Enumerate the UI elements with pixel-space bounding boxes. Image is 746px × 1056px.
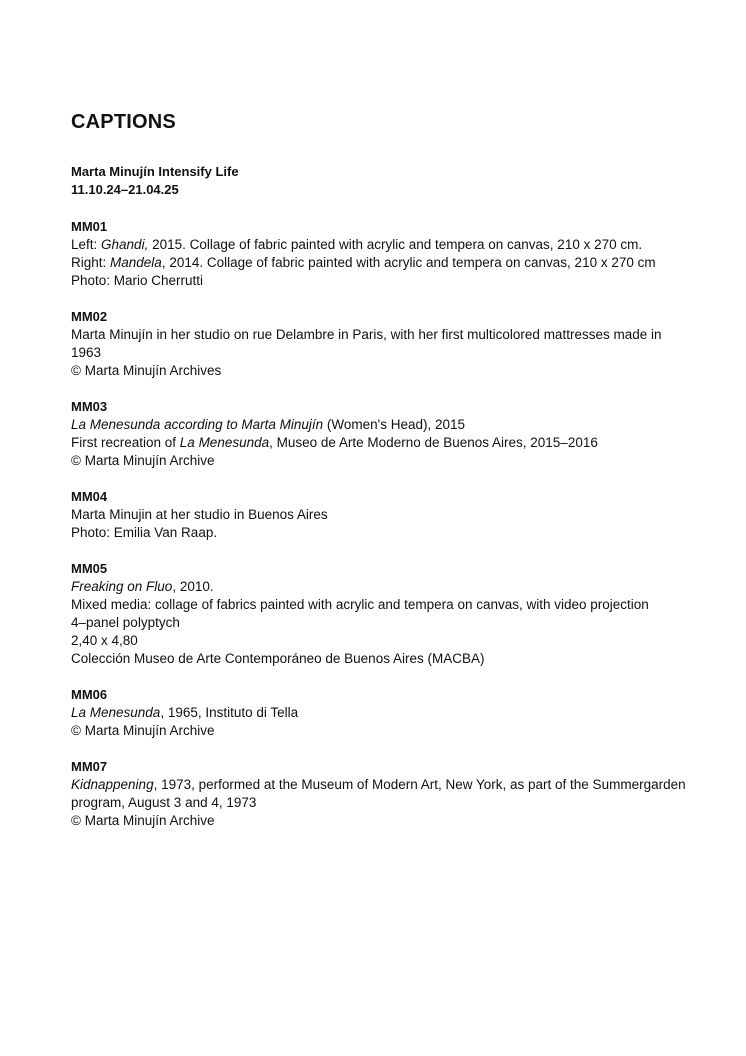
caption-text: Mixed media: collage of fabrics painted with acrylic and tempera on canvas, with video projection (71, 597, 649, 612)
copyright-credit: © Marta Minujín Archive (71, 813, 215, 828)
caption-line (71, 236, 691, 254)
caption-entry-mm05 (71, 560, 691, 668)
caption-text: , 2010. (172, 579, 214, 594)
caption-entry-mm02 (71, 308, 691, 380)
caption-code: MM03 (71, 399, 108, 414)
caption-text: , Museo de Arte Moderno de Buenos Aires, 2015–2016 (269, 435, 598, 450)
caption-line (71, 416, 691, 434)
caption-text: First recreation of (71, 435, 180, 450)
photo-credit: Photo: Mario Cherrutti (71, 273, 204, 288)
caption-code: MM06 (71, 687, 108, 702)
caption-text: , 1973, performed at the Museum of Modern Art, New York, as part of the Summergarden program, August 3 and 4, 1973 (71, 777, 686, 810)
caption-code: MM05 (71, 561, 108, 576)
collection-credit: Colección Museo de Arte Contemporáneo de Buenos Aires (MACBA) (71, 651, 485, 666)
caption-text: Marta Minujin at her studio in Buenos Aires (71, 507, 328, 522)
copyright-credit: © Marta Minujín Archive (71, 723, 215, 738)
caption-text: (Women's Head), 2015 (323, 417, 466, 432)
caption-line (71, 776, 691, 812)
copyright-credit: © Marta Minujín Archive (71, 453, 215, 468)
exhibition-name: Marta Minujín Intensify Life (71, 164, 239, 179)
caption-code: MM04 (71, 489, 108, 504)
caption-text: Marta Minujín in her studio on rue Delambre in Paris, with her first multicolored mattresses made in 1963 (71, 327, 662, 360)
copyright-credit: © Marta Minujín Archives (71, 363, 222, 378)
artwork-title: Kidnappening (71, 777, 154, 792)
captions-document (71, 110, 691, 848)
caption-code: MM02 (71, 309, 108, 324)
caption-code: MM01 (71, 219, 108, 234)
caption-text: , 2014. Collage of fabric painted with acrylic and tempera on canvas, 210 x 270 cm (161, 255, 656, 270)
caption-line (71, 434, 691, 452)
artwork-title: Freaking on Fluo (71, 579, 173, 594)
caption-line (71, 254, 691, 272)
caption-entry-mm06 (71, 686, 691, 740)
caption-text: 2015. Collage of fabric painted with acrylic and tempera on canvas, 210 x 270 cm. (148, 237, 643, 252)
caption-entry-mm01 (71, 218, 691, 290)
caption-entry-mm03 (71, 398, 691, 470)
page-title: CAPTIONS (71, 111, 176, 133)
artwork-title: Mandela (110, 255, 162, 270)
caption-line (71, 704, 691, 722)
caption-text: Left: (71, 237, 102, 252)
artwork-title: La Menesunda (179, 435, 270, 450)
caption-text: 2,40 x 4,80 (71, 633, 138, 648)
exhibition-header (71, 163, 691, 199)
artwork-title: La Menesunda (71, 705, 161, 720)
caption-text: , 1965, Instituto di Tella (160, 705, 299, 720)
exhibition-dates: 11.10.24–21.04.25 (71, 182, 179, 197)
artwork-title: Ghandi, (101, 237, 149, 252)
caption-code: MM07 (71, 759, 108, 774)
photo-credit: Photo: Emilia Van Raap. (71, 525, 218, 540)
caption-line (71, 578, 691, 596)
caption-text: 4–panel polyptych (71, 615, 180, 630)
caption-text: Right: (71, 255, 111, 270)
artwork-title: La Menesunda according to Marta Minujín (71, 417, 324, 432)
caption-entry-mm07 (71, 758, 691, 830)
caption-entry-mm04 (71, 488, 691, 542)
